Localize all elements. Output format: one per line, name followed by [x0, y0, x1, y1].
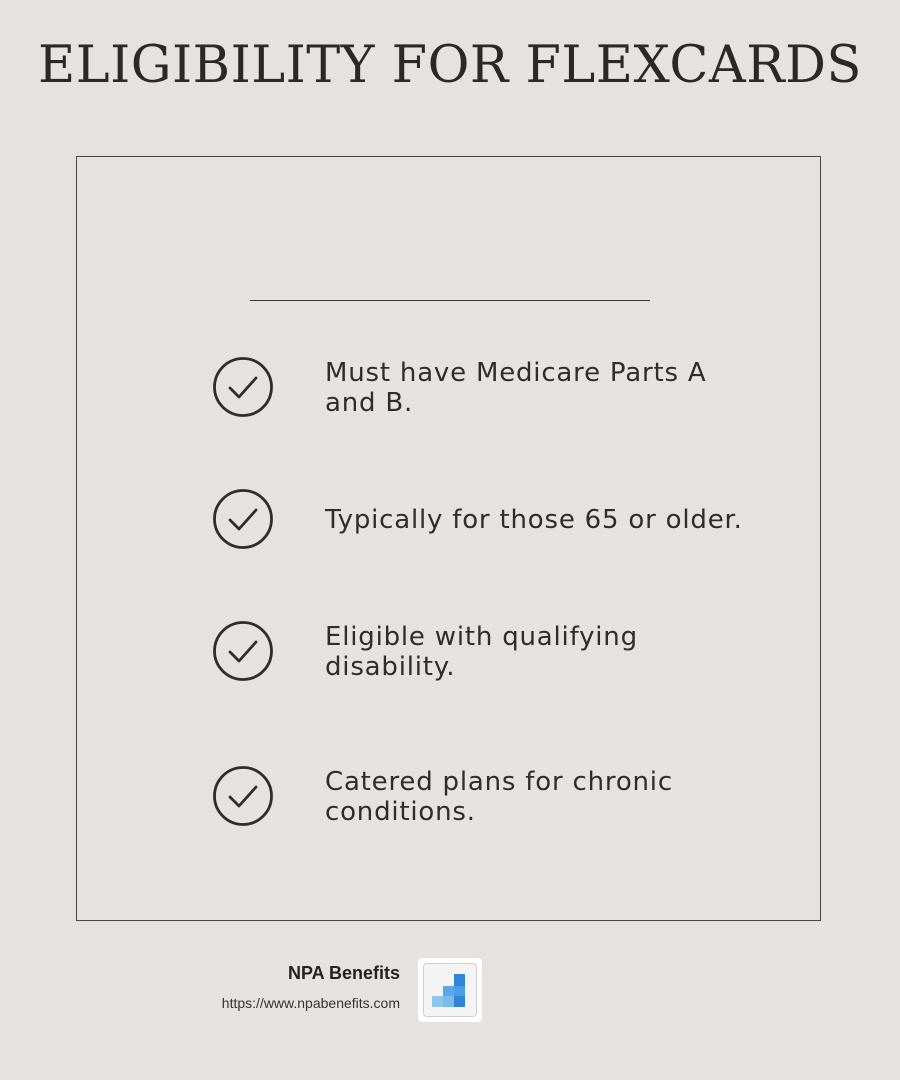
check-circle-icon — [212, 765, 274, 827]
criteria-item — [212, 765, 772, 829]
criteria-text: Catered plans for chronic conditions. — [325, 767, 673, 827]
check-circle-icon — [212, 356, 274, 418]
criteria-item — [212, 488, 772, 552]
logo-frame — [423, 963, 477, 1017]
criteria-item — [212, 620, 772, 684]
criteria-text: Eligible with qualifying disability. — [325, 622, 638, 682]
brand-url[interactable]: https://www.npabenefits.com — [221, 995, 400, 1011]
check-circle-icon — [212, 620, 274, 682]
brand-name: NPA Benefits — [287, 963, 400, 983]
brand-logo — [418, 958, 482, 1022]
criteria-text: Must have Medicare Parts A and B. — [325, 358, 707, 418]
check-circle-icon — [212, 488, 274, 550]
bar-steps-logo-icon — [424, 964, 476, 1016]
criteria-text: Typically for those 65 or older. — [325, 505, 743, 535]
divider — [250, 300, 650, 301]
page-title: ELIGIBILITY FOR FLEXCARDS — [38, 36, 862, 95]
criteria-item — [212, 356, 772, 420]
